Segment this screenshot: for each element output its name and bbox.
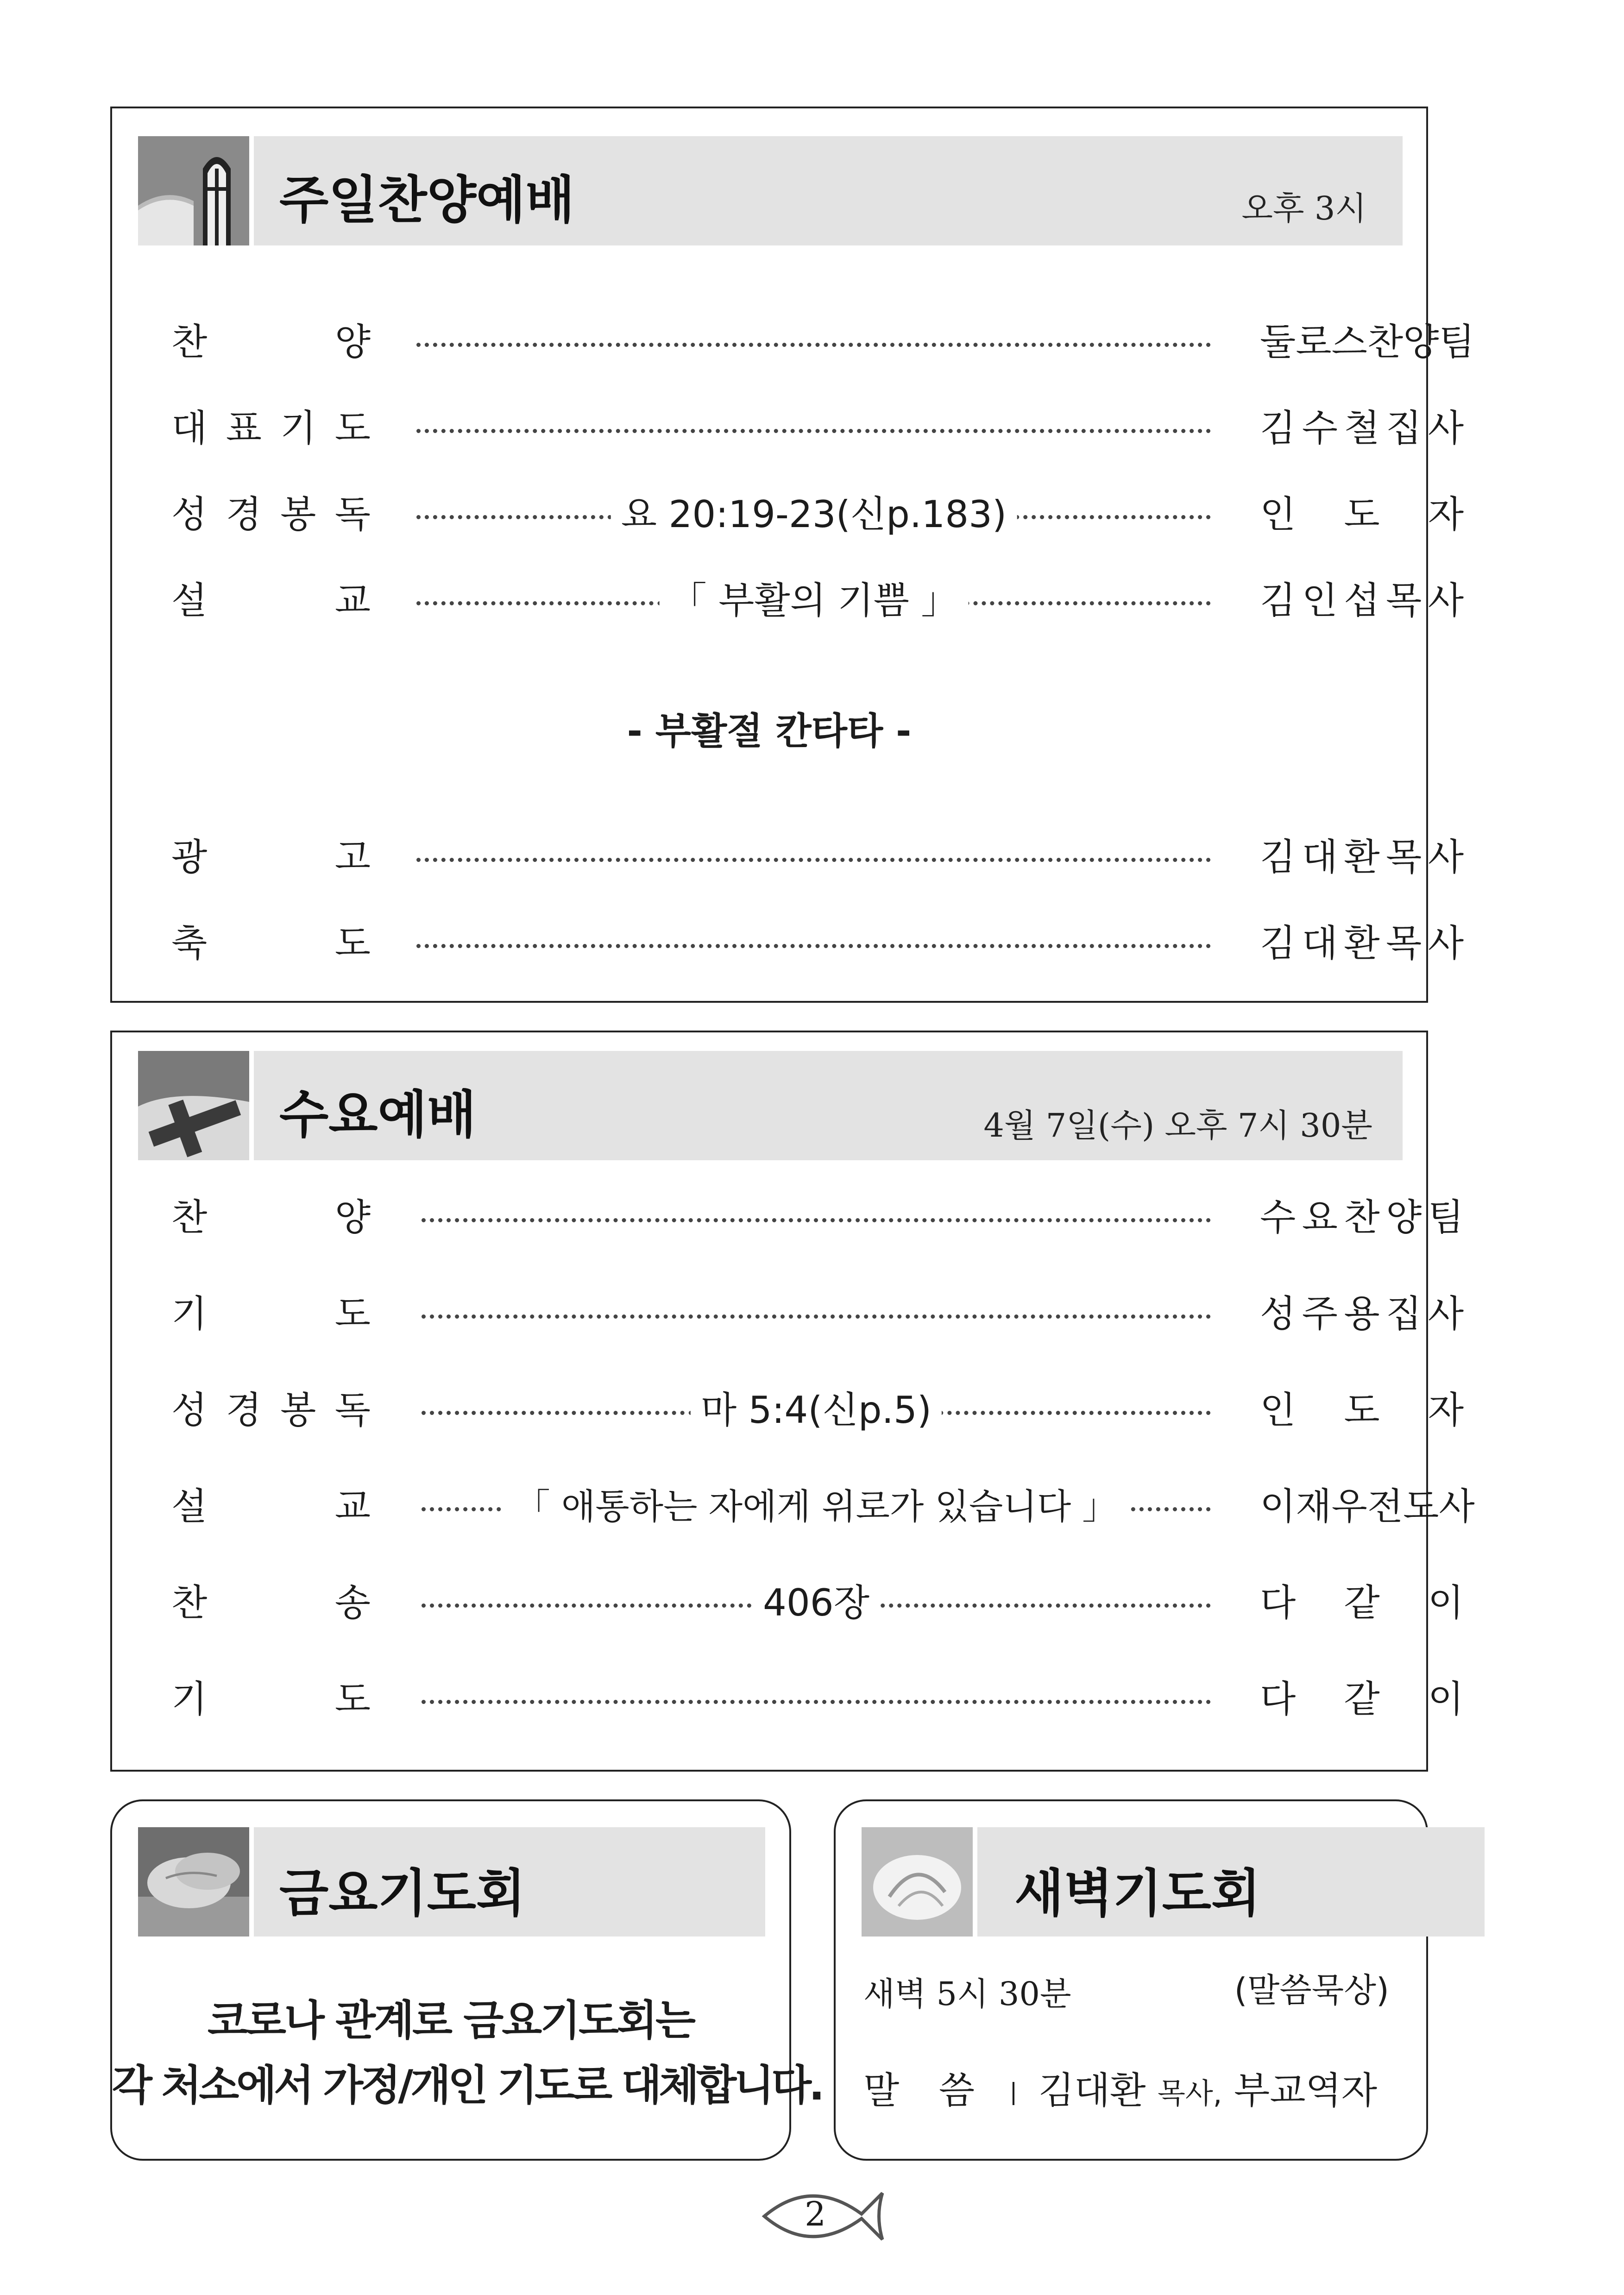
sunday-header-bar (254, 136, 1403, 245)
separator: | (1009, 2078, 1018, 2105)
dawn-others: 부교역자 (1234, 2069, 1378, 2112)
sermon-title: 「 애통하는 자에게 위로가 있습니다 」 (505, 1481, 1128, 1532)
wednesday-title: 수요예배 (279, 1085, 477, 1144)
leader-dots (416, 944, 1211, 948)
sunday-special-event: - 부활절 칸타타 - (627, 710, 912, 753)
folded-hands-icon (862, 1827, 973, 1937)
row-person: 다 같 이 (1260, 1678, 1464, 1721)
wednesday-row-praise (112, 1192, 1464, 1243)
row-label: 축 도 (171, 922, 371, 965)
wednesday-row-closing-prayer (112, 1674, 1464, 1725)
friday-header-bar (254, 1827, 765, 1937)
leader-dots (422, 1218, 1211, 1222)
row-label: 기 도 (171, 1292, 371, 1335)
friday-notice-line-1: 코로나 관계로 금요기도회는 (208, 1996, 694, 2045)
row-label: 찬 양 (171, 321, 371, 364)
row-label: 설 교 (171, 1485, 371, 1528)
friday-prayer-box (110, 1799, 822, 2161)
cross-bible-icon (138, 1051, 249, 1160)
row-person: 인 도 자 (1260, 493, 1464, 536)
sunday-row-praise (112, 317, 1475, 368)
friday-title: 금요기도회 (279, 1864, 526, 1923)
row-label: 대 표 기 도 (171, 407, 371, 450)
wednesday-time: 4월 7일(수) 오후 7시 30분 (983, 1107, 1372, 1144)
wednesday-row-prayer (112, 1289, 1464, 1339)
row-label: 찬 송 (171, 1581, 371, 1624)
praying-hands-icon (138, 1827, 249, 1937)
page-number: 2 (805, 2194, 826, 2233)
row-label: 성 경 봉 독 (171, 1389, 371, 1432)
row-person: 김 대 환 목 사 (1260, 836, 1464, 879)
row-label: 광 고 (171, 836, 371, 879)
hymn-number: 406장 (753, 1578, 880, 1629)
sunday-row-sermon (112, 575, 1464, 626)
leader-dots (422, 1314, 1211, 1319)
sunday-row-benediction (112, 918, 1464, 969)
word-label: 말 씀 (863, 2069, 988, 2112)
sunday-time: 오후 3시 (1241, 189, 1366, 227)
dawn-preacher: 김대환 (1038, 2069, 1146, 2112)
row-person: 수 요 찬 양 팀 (1260, 1196, 1464, 1239)
dawn-title: 새벽기도회 (1014, 1864, 1261, 1923)
dawn-note: (말씀묵상) (1234, 1971, 1389, 2010)
church-window-bible-icon (138, 136, 249, 245)
leader-dots (416, 343, 1211, 347)
sunday-row-prayer (112, 403, 1464, 454)
row-person: 김 대 환 목 사 (1260, 922, 1464, 965)
sunday-title: 주일찬양예배 (279, 170, 575, 230)
sunday-row-announcement (112, 832, 1464, 883)
row-label: 찬 양 (171, 1196, 371, 1239)
sunday-service-box (110, 107, 1475, 1003)
wednesday-row-hymn (112, 1578, 1464, 1629)
scripture-reference: 요 20:19-23(신p.183) (611, 489, 1017, 540)
wednesday-header-bar (254, 1051, 1403, 1160)
row-person: 김 수 철 집 사 (1260, 407, 1464, 450)
row-person: 김 인 섭 목 사 (1260, 579, 1464, 622)
row-person: 이재우전도사 (1260, 1485, 1475, 1528)
dawn-preacher-title: 목사, (1158, 2076, 1222, 2110)
dawn-header-bar (977, 1827, 1485, 1937)
row-person: 인 도 자 (1260, 1389, 1464, 1432)
friday-notice-line-2: 각 처소에서 가정/개인 기도로 대체합니다. (112, 2061, 822, 2110)
row-label: 기 도 (171, 1678, 371, 1721)
wednesday-service-box (110, 1031, 1475, 1772)
sermon-title: 「 부활의 기쁨 」 (660, 575, 969, 626)
leader-dots (416, 858, 1211, 862)
dawn-preacher-line (863, 2065, 1377, 2121)
page-number-badge (760, 2182, 889, 2251)
leader-dots (416, 429, 1211, 433)
sunday-row-scripture (112, 489, 1464, 540)
row-person: 다 같 이 (1260, 1581, 1464, 1624)
dawn-prayer-box (834, 1799, 1428, 2161)
row-label: 설 교 (171, 579, 371, 622)
dawn-time: 새벽 5시 30분 (863, 1975, 1071, 2013)
row-label: 성 경 봉 독 (171, 493, 371, 536)
wednesday-row-sermon (112, 1481, 1475, 1532)
wednesday-row-scripture (112, 1385, 1464, 1436)
row-person: 성 주 용 집 사 (1260, 1292, 1464, 1335)
scripture-reference: 마 5:4(신p.5) (691, 1385, 942, 1436)
row-person: 둘로스찬양팀 (1260, 321, 1475, 364)
leader-dots (422, 1700, 1211, 1704)
